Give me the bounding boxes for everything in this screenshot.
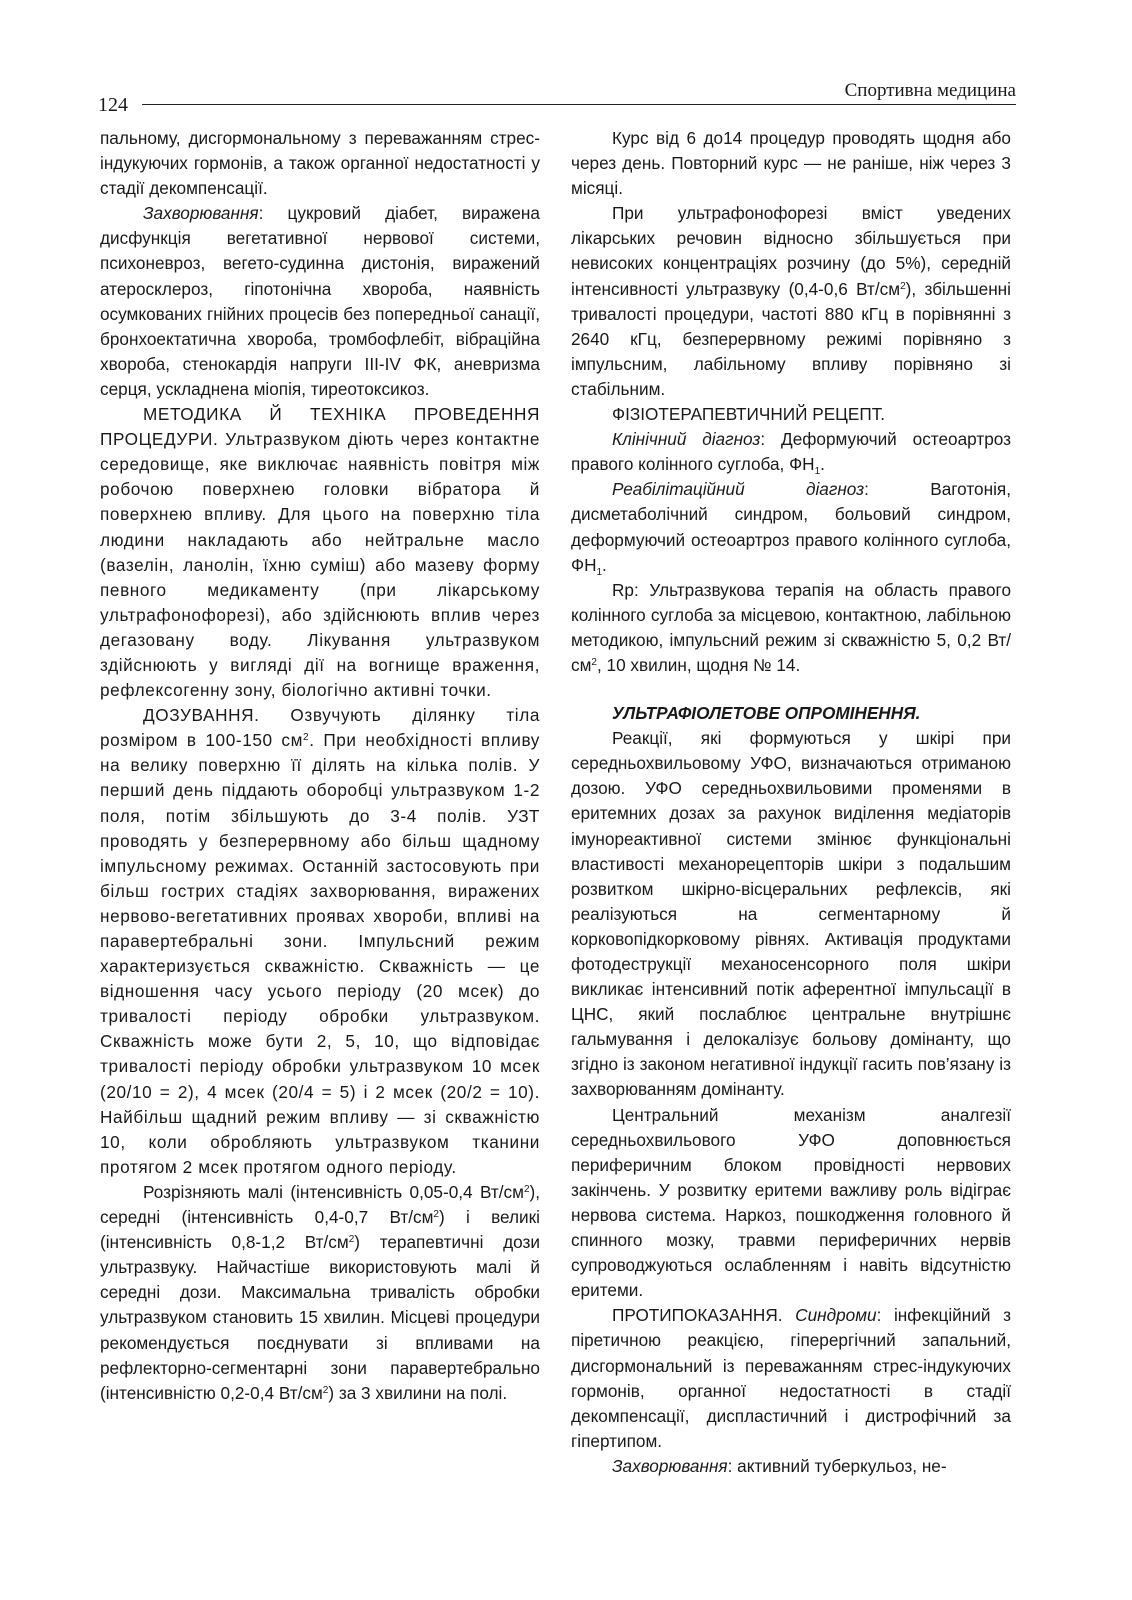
italic-term: Захворювання xyxy=(143,203,259,224)
paragraph xyxy=(100,1180,540,1406)
paragraph: пальному, дисгормональному з переважанням стрес-індукуючих гормонів, а також органної недостатності у стадії декомпенсації. xyxy=(100,128,540,199)
paragraph-text: ) терапевтичні дози ультразвуку. Найчастіше використовують малі й середні дози. Максимальна тривалість обробки ультразвуком становить 15 хвилин. Місцеві процедури рекомендується поєднувати зі впливами на рефлекторно-сегментарні зони паравертебрально (інтенсивністю 0,2-0,4 Вт/см xyxy=(100,1232,540,1403)
paragraph-text: Rp: Ультразвукова терапія на область правого колінного суглоба за місцевою, контактною, лабільною методикою, імпульсний режим зі скважністю 5, 0,2 Вт/см xyxy=(571,579,1011,675)
left-column xyxy=(100,126,540,1406)
paragraph xyxy=(100,201,540,402)
superscript: 2 xyxy=(348,1234,355,1246)
paragraph-text: : інфекційний з піретичною реакцією, гіперергічний запальний, дисгормональний із переважанням стрес-індукуючих гормонів, органної недостатності в стадії декомпенсації, диспластичний і дистрофічний за гіпертипом. xyxy=(571,1305,1011,1451)
paragraph: МЕТОДИКА Й ТЕХНІКА ПРОВЕДЕННЯ ПРОЦЕДУРИ. Ультразвуком діють через контактне середовище, яке виключає наявність повітря між робочою поверхнею головки вібратора й поверхнею впливу. Для цього на поверхню тіла людини накладають або нейтральне масло (вазелін, ланолін, їхню суміш) або мазеву форму певного медикаменту (при лікарському ультрафонофорезі), або здійснюють вплив через дегазовану воду. Лікування ультразвуком здійснюють у вигляді дії на вогнище враження, рефлексогенну зону, біологічно активні точки. xyxy=(100,404,540,701)
paragraph xyxy=(571,201,1011,402)
paragraph-text: Розрізняють малі (інтенсивність 0,05-0,4 Вт/см xyxy=(143,1181,524,1202)
paragraph-text: ) за 3 хвилини на полі. xyxy=(328,1382,508,1403)
paragraph-text: . При необхідності впливу на велику поверхню її ділять на кілька полів. У перший день піддають оборобці ультразвуком 1-2 поля, потім збільшують до 3-4 полів. УЗТ проводять у безперервному або більш щадному імпульсному режимах. Останній застосовують при більш гострих стадіях захворювання, виражених нервово-вегетативних проявах хвороби, впливі на паравертебральні зони. Імпульсний режим характеризується скважністю. Скважність — це відношення часу усього періоду (20 мсек) до тривалості періоду обробки ультразвуком. Скважність може бути 2, 5, 10, що відповідає тривалості періоду обробки ультразвуком 10 мсек (20/10 = 2), 4 мсек (20/4 = 5) і 2 мсек (20/2 = 10). Найбільш щадний режим впливу — зі скважністю 10, коли обробляють ультразвуком тканини протягом 2 мсек протягом одного періоду. xyxy=(100,730,540,1177)
paragraph xyxy=(571,1303,1011,1454)
italic-term: Реабілітаційний діагноз xyxy=(612,479,865,500)
paragraph-text: ) і великі (інтенсивність 0,8-1,2 Вт/см xyxy=(100,1207,540,1253)
header-rule xyxy=(142,104,1016,105)
section-heading: УЛЬТРАФІОЛЕТОВЕ ОПРОМІНЕННЯ. xyxy=(612,703,921,724)
italic-term: Синдроми xyxy=(795,1305,877,1326)
paragraph xyxy=(571,1454,1011,1479)
paragraph-text: ), середні (інтенсивність 0,4-0,7 Вт/см xyxy=(100,1181,540,1228)
paragraph-text: : цукровий діабет, виражена дисфункція вегетативної нервової системи, психоневроз, вегето-судинна дистонія, виражений атеросклероз, гіпотонічна хвороба, наявність осумкованих гнійних процесів без попередньої санації, бронхоектатична хвороба, тромбофлебіт, вібраційна хвороба, стенокардія напруги III-IV ФК, аневризма серця, ускладнена міопія, тиреотоксикоз. xyxy=(100,203,540,399)
superscript: 2 xyxy=(523,1183,530,1195)
paragraph-text: . xyxy=(820,454,825,475)
paragraph-text: : Деформуючий остеоартроз правого колінного суглоба, ФН xyxy=(571,429,1011,475)
superscript: 2 xyxy=(303,732,310,744)
subscript: 1 xyxy=(596,566,603,578)
italic-term: Захворювання xyxy=(612,1455,728,1476)
superscript: 2 xyxy=(900,280,906,292)
superscript: 2 xyxy=(322,1384,329,1396)
paragraph: Центральний механізм аналгезії середньохвильового УФО доповнюється периферичним блоком провідності нервових закінчень. У розвитку еритеми важливу роль відіграє нервова система. Наркоз, пошкодження головного й спинного мозку, травми периферичних нервів супроводжуються ослабленням і навіть відсутністю еритеми. xyxy=(571,1104,1011,1301)
paragraph-text: ), збільшенні тривалості процедури, частоті 880 кГц в порівнянні з 2640 кГц, безперервному режимі порівняно з імпульсним, лабільному впливу порівняно зі стабільним. xyxy=(571,278,1011,399)
right-column xyxy=(571,126,1011,1479)
paragraph: Реакції, які формуються у шкірі при середньохвильовому УФО, визначаються отриманою дозою. УФО середньохвильовими променями в еритемних дозах за рахунок виділення медіаторів імунореактивної системи змінює функціональні властивості механорецепторів шкіри з подальшим розвитком шкірно-вісцеральних рефлексів, які реалізуються на сегментарному й корковопідкорковому рівнях. Активація продуктами фотодеструкції механосенсорного поля шкіри викликає інтенсивний потік аферентної імпульсації в ЦНС, який послаблює центральне внутрішнє гальмування і делокалізує больову домінанту, що згідно із законом негативної індукції гасить пов’язану із захворюванням домінанту. xyxy=(571,728,1011,1100)
paragraph: Курс від 6 до14 процедур проводять щодня або через день. Повторний курс — не раніше, ніж через 3 місяці. xyxy=(571,128,1011,199)
paragraph xyxy=(100,703,540,1180)
paragraph xyxy=(571,578,1011,678)
paragraph-text: . xyxy=(602,554,607,575)
paragraph-text: : Ваготонія, дисметаболічний синдром, больовий синдром, деформуючий остеоартроз правого колінного суглоба, ФН xyxy=(571,479,1011,575)
superscript: 2 xyxy=(591,656,597,668)
paragraph-text: ДОЗУВАННЯ. Озвучують ділянку тіла розміром в 100-150 см xyxy=(100,705,540,751)
italic-term: Клінічний діагноз xyxy=(612,429,761,450)
running-title: Спортивна медицина xyxy=(844,80,1016,101)
paragraph-text: При ультрафонофорезі вміст уведених лікарських речовин відносно збільшується при невисоких концентраціях розчину (до 5%), середній інтенсивності ультразвуку (0,4-0,6 Вт/см xyxy=(571,203,1011,299)
paragraph-text: , 10 хвилин, щодня № 14. xyxy=(596,654,801,675)
prescription-heading: ФІЗІОТЕРАПЕВТИЧНИЙ РЕЦЕПТ. xyxy=(612,404,886,425)
paragraph xyxy=(571,477,1011,577)
page-number: 124 xyxy=(98,94,128,116)
superscript: 2 xyxy=(433,1209,439,1221)
subscript: 1 xyxy=(814,466,821,478)
paragraph-text: ПРОТИПОКАЗАННЯ. xyxy=(612,1305,796,1326)
paragraph xyxy=(571,427,1011,477)
paragraph-text: : активний туберкульоз, не- xyxy=(727,1455,947,1476)
